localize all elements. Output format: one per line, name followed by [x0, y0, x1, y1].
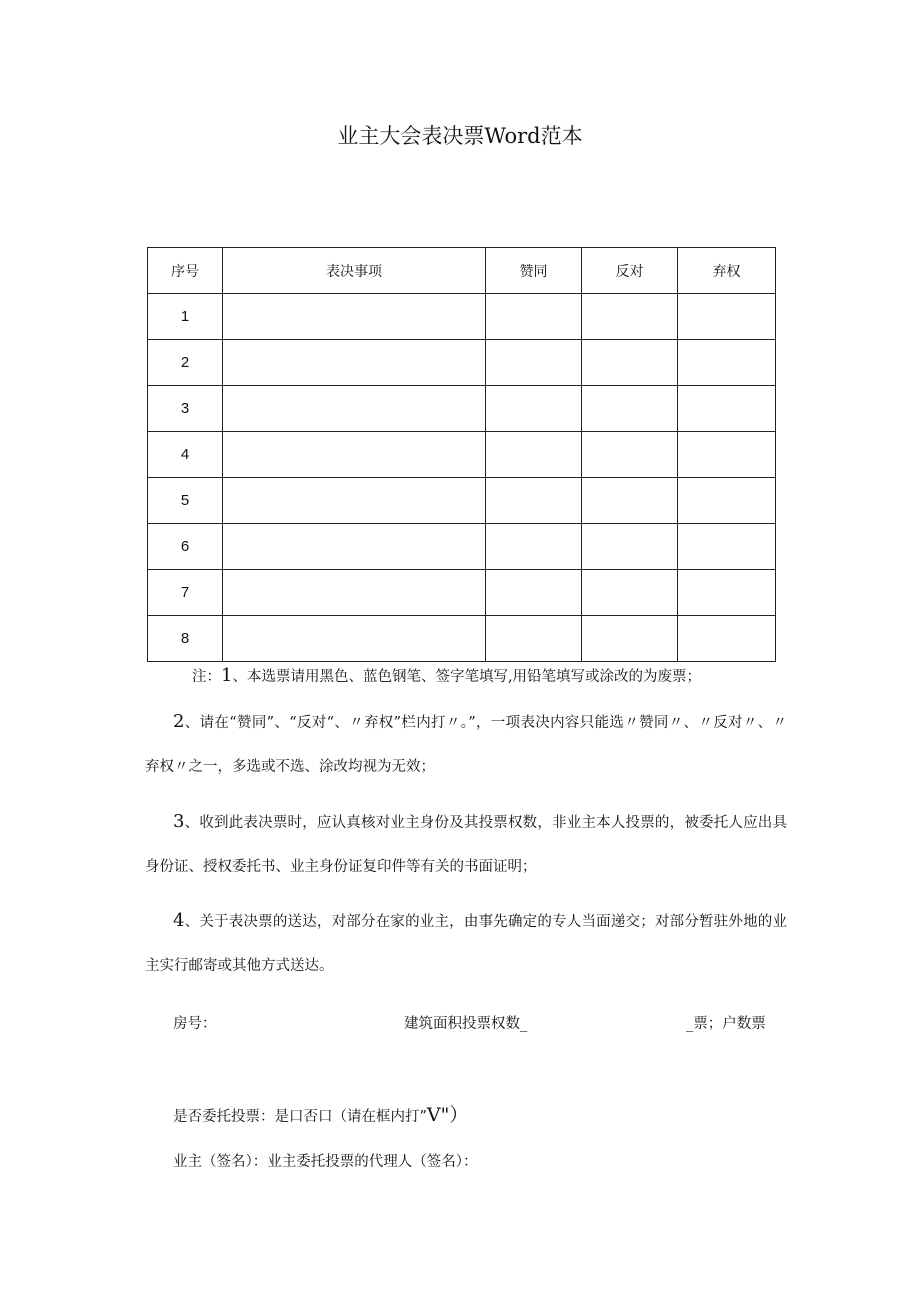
row-oppose[interactable]: [582, 432, 678, 478]
row-abstain[interactable]: [678, 616, 776, 662]
row-abstain[interactable]: [678, 432, 776, 478]
note-text: 、本选票请用黑色、蓝色钢笔、签字笔填写,用铅笔填写或涂改的为废票；: [232, 669, 702, 685]
row-number: 2: [148, 340, 223, 386]
row-item[interactable]: [223, 570, 486, 616]
note-prefix: 注：: [192, 669, 221, 685]
table-row: [148, 340, 776, 386]
row-abstain[interactable]: [678, 386, 776, 432]
row-oppose[interactable]: [582, 570, 678, 616]
row-abstain[interactable]: [678, 340, 776, 386]
note-number: 1: [221, 665, 233, 686]
signature-line: 业主（签名）：业主委托投票的代理人（签名）：: [173, 1154, 478, 1170]
note-text: 、收到此表决票时，应认真核对业主身份及其投票权数，非业主本人投票的，被委托人应出具身份证、授权委托书、业主身份证复印件等有关的书面证明；: [145, 815, 787, 875]
header-oppose: 反对: [582, 248, 678, 294]
row-oppose[interactable]: [582, 524, 678, 570]
row-item[interactable]: [223, 478, 486, 524]
header-abstain: 弃权: [678, 248, 776, 294]
row-agree[interactable]: [486, 386, 582, 432]
row-oppose[interactable]: [582, 294, 678, 340]
proxy-question-text: 是否委托投票：是口否口（请在框内打”: [173, 1109, 427, 1125]
row-number: 4: [148, 432, 223, 478]
table-header-row: [148, 248, 776, 294]
note-number: 3: [173, 811, 185, 832]
row-number: 3: [148, 386, 223, 432]
table-row: [148, 386, 776, 432]
row-number: 1: [148, 294, 223, 340]
row-agree[interactable]: [486, 432, 582, 478]
note-2: [145, 700, 787, 789]
row-number: 6: [148, 524, 223, 570]
row-agree[interactable]: [486, 616, 582, 662]
row-item[interactable]: [223, 386, 486, 432]
row-abstain[interactable]: [678, 294, 776, 340]
table-row: [148, 524, 776, 570]
room-number-label: 房号：: [173, 1016, 217, 1032]
note-3: [145, 800, 787, 889]
row-item[interactable]: [223, 340, 486, 386]
household-votes-label: _票；户数票: [686, 1016, 766, 1032]
row-agree[interactable]: [486, 294, 582, 340]
row-agree[interactable]: [486, 570, 582, 616]
row-item[interactable]: [223, 294, 486, 340]
row-agree[interactable]: [486, 524, 582, 570]
note-number: 4: [173, 910, 185, 931]
row-number: 7: [148, 570, 223, 616]
note-number: 2: [173, 711, 185, 732]
row-number: 5: [148, 478, 223, 524]
note-1: [192, 662, 701, 691]
table-row: [148, 432, 776, 478]
area-votes-label: 建筑面积投票权数_: [404, 1016, 528, 1032]
document-title: 业主大会表决票Word范本: [337, 124, 583, 148]
row-oppose[interactable]: [582, 386, 678, 432]
table-row: [148, 294, 776, 340]
row-item[interactable]: [223, 432, 486, 478]
row-agree[interactable]: [486, 478, 582, 524]
table-row: [148, 570, 776, 616]
row-abstain[interactable]: [678, 570, 776, 616]
table-row: [148, 478, 776, 524]
row-item[interactable]: [223, 616, 486, 662]
row-item[interactable]: [223, 524, 486, 570]
row-agree[interactable]: [486, 340, 582, 386]
header-number: 序号: [148, 248, 223, 294]
note-text: 、关于表决票的送达，对部分在家的业主，由事先确定的专人当面递交；对部分暂驻外地的业主实行邮寄或其他方式送达。: [145, 914, 787, 974]
row-oppose[interactable]: [582, 340, 678, 386]
header-item: 表决事项: [223, 248, 486, 294]
row-abstain[interactable]: [678, 478, 776, 524]
proxy-question: [173, 1100, 468, 1127]
note-4: [145, 899, 787, 988]
table-row: [148, 616, 776, 662]
row-number: 8: [148, 616, 223, 662]
row-oppose[interactable]: [582, 616, 678, 662]
note-text: 、请在“赞同”、“反对“、〃弃权”栏内打〃。”，一项表决内容只能选〃赞同〃、〃反对〃、〃弃权〃之一，多选或不选、涂改均视为无效；: [145, 715, 787, 775]
header-agree: 赞同: [486, 248, 582, 294]
vote-table: [147, 247, 776, 662]
proxy-mark: V"）: [426, 1104, 469, 1126]
row-oppose[interactable]: [582, 478, 678, 524]
row-abstain[interactable]: [678, 524, 776, 570]
